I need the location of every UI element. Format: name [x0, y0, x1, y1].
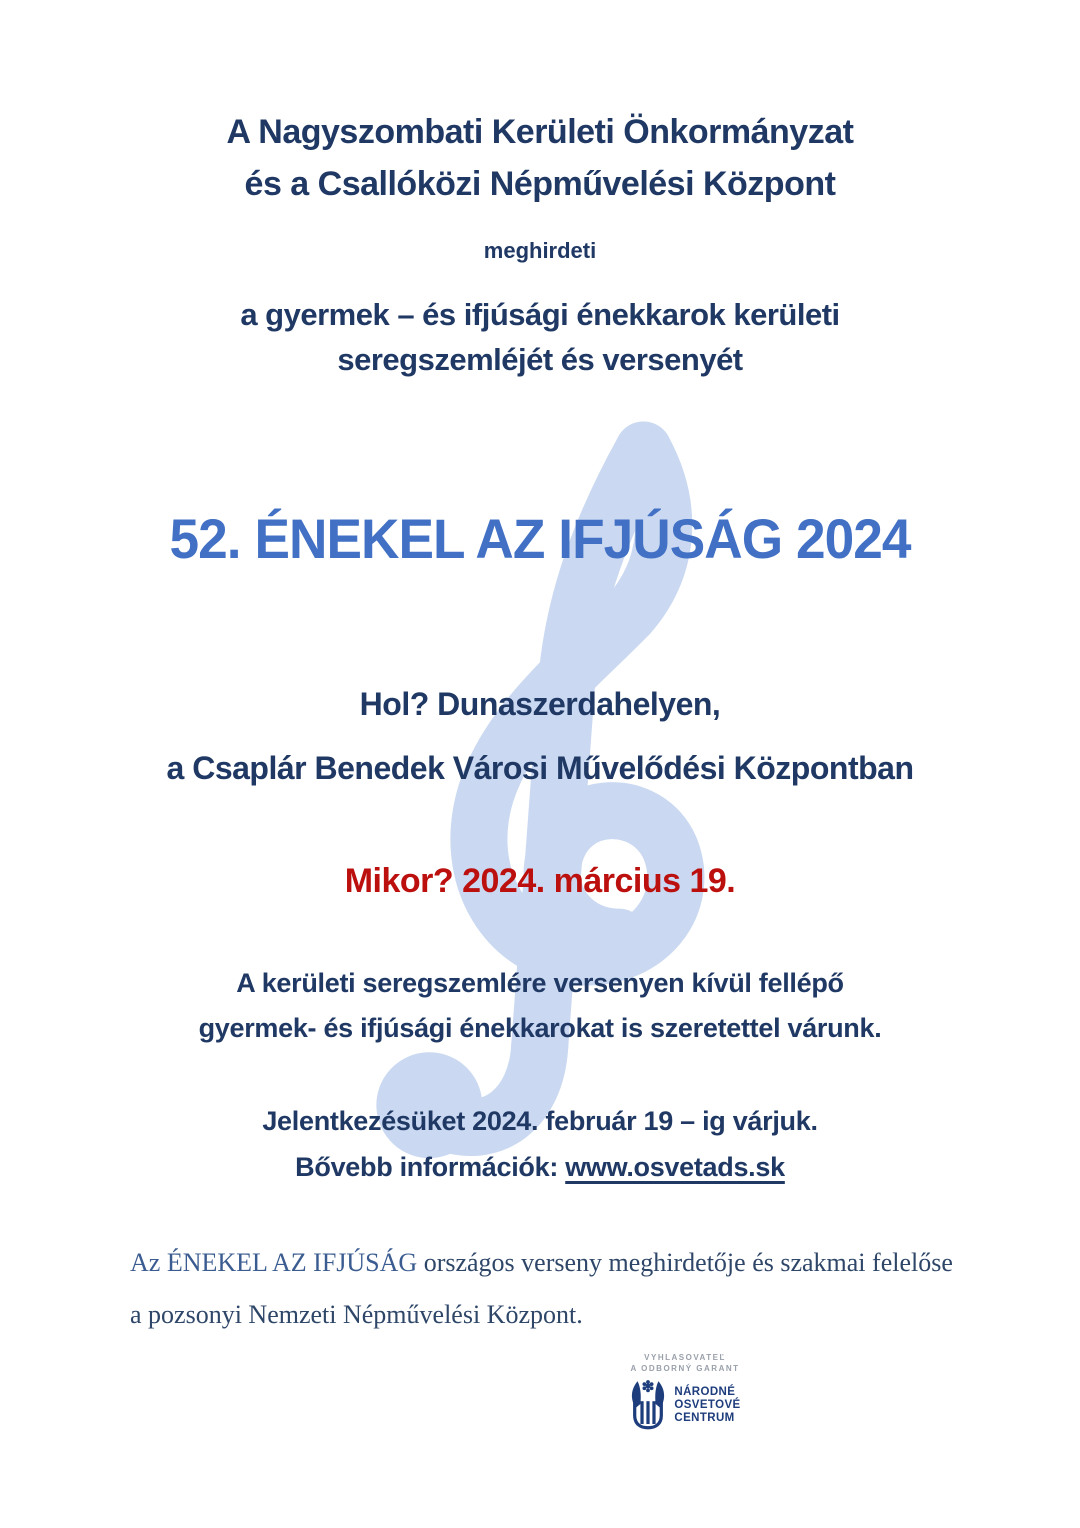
organizer-line-2: és a Csallóközi Népművelési Központ	[244, 165, 836, 203]
noc-name-line-1: NÁRODNÉ	[674, 1385, 736, 1398]
subtitle-line-1: a gyermek – és ifjúsági énekkarok kerületi	[240, 297, 840, 332]
noc-name-line-3: CENTRUM	[674, 1411, 735, 1424]
noc-logo-block	[600, 1352, 770, 1430]
invite-line-1: A kerületi seregszemlére versenyen kívül fellépő	[236, 968, 844, 998]
date-line: Mikor? 2024. március 19.	[344, 862, 736, 900]
invite-line-2: gyermek- és ifjúsági énekkarokat is szeretettel várunk.	[198, 1013, 882, 1043]
info-url-link[interactable]: www.osvetads.sk	[565, 1152, 785, 1182]
deadline-line: Jelentkezésüket 2024. február 19 – ig várjuk.	[262, 1106, 818, 1136]
footer-line-1	[130, 1248, 1030, 1278]
venue-line-1: Hol? Dunaszerdahelyen,	[359, 686, 721, 722]
footer-line-1-rest: országos verseny meghirdetője és szakmai felelőse	[417, 1248, 953, 1277]
info-label: Bővebb információk:	[295, 1152, 566, 1182]
info-line	[0, 1152, 1080, 1183]
footer-line-1-caps: Az ÉNEKEL AZ IFJÚSÁG	[130, 1248, 418, 1277]
logo-caption-line-2: A ODBORNÝ GARANT	[630, 1364, 740, 1373]
main-title	[0, 506, 1080, 571]
logo-caption-line-1: VYHLASOVATEĽ	[644, 1353, 726, 1362]
announce-word: meghirdeti	[483, 238, 597, 263]
footer-line-2: a pozsonyi Nemzeti Népművelési Központ.	[130, 1300, 583, 1329]
main-title-text: 52. ÉNEKEL AZ IFJÚSÁG 2024	[169, 507, 911, 570]
venue-line-2: a Csaplár Benedek Városi Művelődési Központban	[166, 750, 914, 786]
noc-name-line-2: OSVETOVÉ	[674, 1398, 741, 1411]
subtitle-line-2: seregszemléjét és versenyét	[337, 342, 743, 377]
noc-tulip-emblem-icon	[629, 1380, 667, 1430]
organizer-line-1: A Nagyszombati Kerületi Önkormányzat	[226, 113, 854, 151]
